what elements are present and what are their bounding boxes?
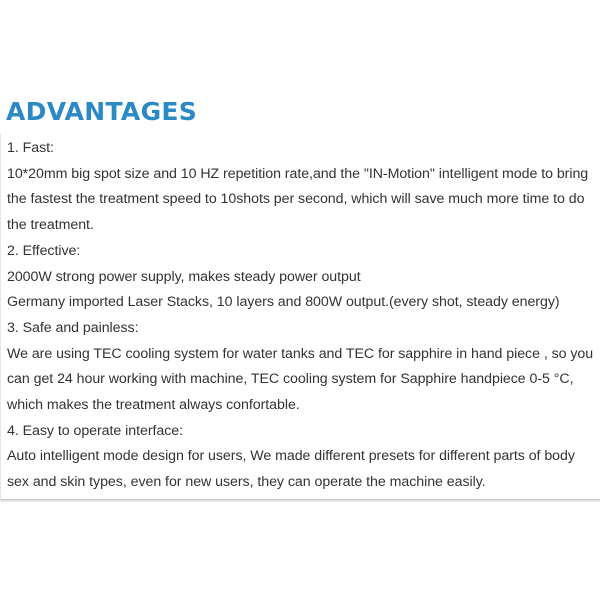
advantages-list (7, 136, 593, 496)
section-text-line: which makes the treatment always confortable. (7, 397, 300, 414)
section-text-line: Auto intelligent mode design for users, We made different presets for different parts of body (7, 448, 575, 465)
section-text-line: We are using TEC cooling system for water tanks and TEC for sapphire in hand piece , so you (7, 345, 594, 362)
section-text-line: 10*20mm big spot size and 10 HZ repetition rate,and the "IN-Motion" intelligent mode to bring (7, 165, 589, 182)
advantages-content-box (0, 134, 600, 499)
advantages-heading: ADVANTAGES (6, 97, 198, 126)
section-text-line: the fastest the treatment speed to 10shots per second, which will save much more time to do (7, 191, 585, 208)
section-title-safe-painless: 3. Safe and painless: (7, 319, 139, 336)
section-text-line: 2000W strong power supply, makes steady power output (7, 268, 361, 285)
section-text-line: Germany imported Laser Stacks, 10 layers and 800W output.(every shot, steady energy) (7, 294, 560, 311)
section-title-easy-interface: 4. Easy to operate interface: (7, 422, 183, 439)
section-title-effective: 2. Effective: (7, 242, 81, 259)
section-title-fast: 1. Fast: (7, 140, 54, 156)
section-text-line: sex and skin types, even for new users, they can operate the machine easily. (7, 474, 486, 491)
section-text-line: the treatment. (7, 217, 94, 234)
section-text-line: can get 24 hour working with machine, TEC cooling system for Sapphire handpiece 0-5 °C, (7, 371, 574, 388)
